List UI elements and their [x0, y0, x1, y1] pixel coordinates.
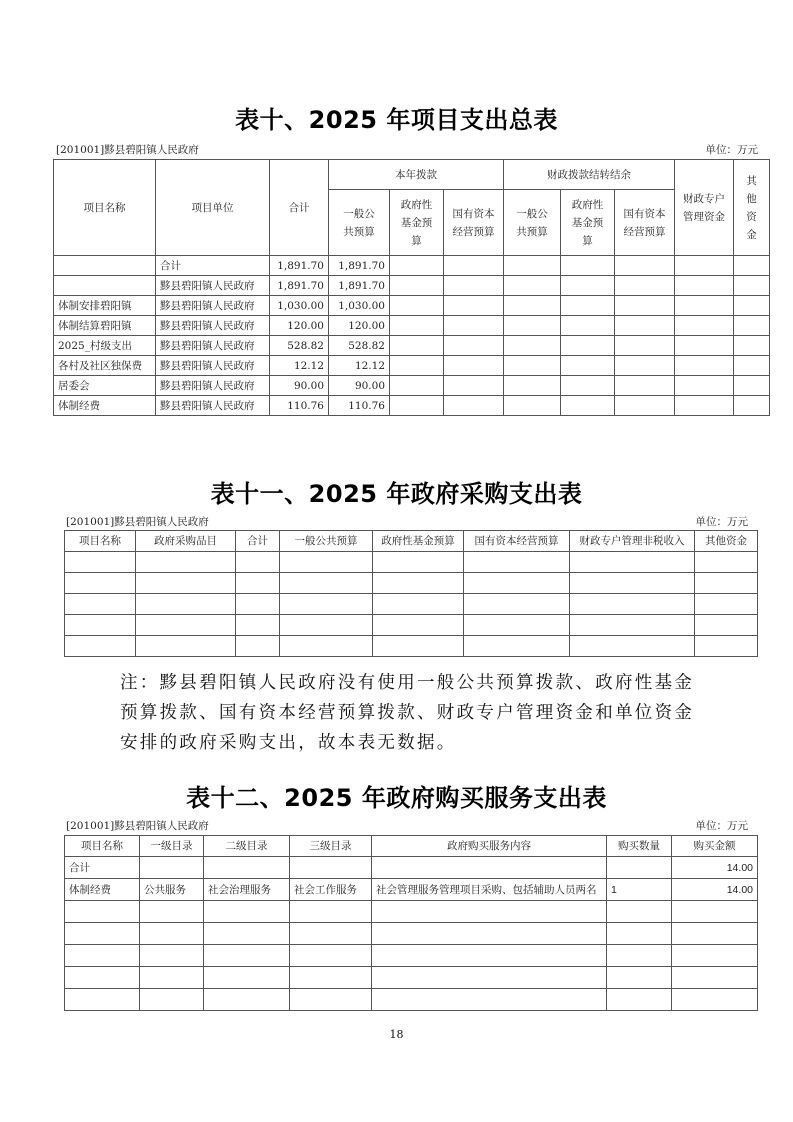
- cell-empty: [675, 356, 734, 376]
- header-general-public: 一般公共预算: [329, 190, 390, 256]
- cell-empty: [390, 336, 444, 356]
- cell-empty: [444, 376, 504, 396]
- cell-empty: [615, 396, 675, 416]
- cell-total: 110.76: [270, 396, 329, 416]
- header-project-unit: 项目单位: [156, 160, 270, 256]
- cell-empty: [615, 296, 675, 316]
- cell-project-unit: 黟县碧阳镇人民政府: [156, 276, 270, 296]
- table-row: [54, 336, 770, 356]
- cell-empty: [372, 989, 607, 1011]
- cell-empty: [607, 945, 672, 967]
- cell-empty: [672, 989, 758, 1011]
- cell-empty: [734, 376, 770, 396]
- cell-empty: [140, 901, 204, 923]
- cell-empty: [373, 636, 464, 657]
- cell-total: 1,030.00: [270, 296, 329, 316]
- column-header: 政府购买服务内容: [372, 836, 607, 857]
- cell-empty: [372, 967, 607, 989]
- table-row: [65, 615, 758, 636]
- cell-empty: [504, 356, 561, 376]
- table-row: [65, 967, 758, 989]
- cell-total: 12.12: [270, 356, 329, 376]
- cell-empty: [204, 945, 290, 967]
- cell-empty: [236, 594, 280, 615]
- cell-empty: [570, 636, 695, 657]
- cell-empty: [136, 615, 236, 636]
- column-header: 国有资本经营预算: [464, 531, 570, 552]
- cell-project-name: [54, 256, 156, 276]
- cell-empty: [444, 316, 504, 336]
- column-header: 购买金额: [672, 836, 758, 857]
- table11-unit: 单位：万元: [695, 516, 748, 528]
- table-row: [54, 296, 770, 316]
- cell-project-name: 体制安排碧阳镇: [54, 296, 156, 316]
- project-expenditure-table: [53, 159, 770, 416]
- header-current-year-group: 本年拨款: [329, 160, 504, 190]
- cell-project-unit: 合计: [156, 256, 270, 276]
- cell-empty: [561, 356, 615, 376]
- cell-level1: [140, 857, 204, 879]
- table-row: [54, 256, 770, 276]
- column-header: 项目名称: [65, 531, 136, 552]
- cell-empty: [734, 276, 770, 296]
- cell-quantity: 1: [607, 879, 672, 901]
- cell-empty: [236, 552, 280, 573]
- cell-general-public: 1,030.00: [329, 296, 390, 316]
- cell-empty: [444, 396, 504, 416]
- cell-empty: [561, 296, 615, 316]
- cell-empty: [140, 923, 204, 945]
- page-number: 18: [389, 1028, 404, 1041]
- cell-project-unit: 黟县碧阳镇人民政府: [156, 336, 270, 356]
- cell-empty: [675, 316, 734, 336]
- cell-general-public: 1,891.70: [329, 256, 390, 276]
- cell-service-content: [372, 857, 607, 879]
- cell-project-name: 体制经费: [65, 879, 140, 901]
- table-row: [65, 857, 758, 879]
- cell-empty: [372, 945, 607, 967]
- table10-unit: 单位：万元: [705, 144, 758, 156]
- cell-project-name: 体制结算碧阳镇: [54, 316, 156, 336]
- cell-empty: [280, 636, 373, 657]
- cell-empty: [65, 552, 136, 573]
- cell-empty: [204, 989, 290, 1011]
- table-row: [54, 376, 770, 396]
- table-row: [65, 879, 758, 901]
- cell-quantity: [607, 857, 672, 879]
- cell-amount: 14.00: [672, 879, 758, 901]
- cell-project-unit: 黟县碧阳镇人民政府: [156, 376, 270, 396]
- cell-empty: [672, 901, 758, 923]
- cell-empty: [615, 376, 675, 396]
- table12-org: [201001]黟县碧阳镇人民政府: [66, 820, 209, 832]
- cell-level2: 社会治理服务: [204, 879, 290, 901]
- cell-project-unit: 黟县碧阳镇人民政府: [156, 356, 270, 376]
- cell-general-public: 90.00: [329, 376, 390, 396]
- cell-empty: [504, 396, 561, 416]
- gov-service-purchase-table: [64, 835, 758, 1011]
- cell-project-unit: 黟县碧阳镇人民政府: [156, 396, 270, 416]
- cell-empty: [236, 573, 280, 594]
- cell-empty: [290, 923, 372, 945]
- cell-empty: [561, 376, 615, 396]
- cell-empty: [607, 989, 672, 1011]
- cell-project-name: 体制经费: [54, 396, 156, 416]
- column-header: 合计: [236, 531, 280, 552]
- cell-empty: [280, 615, 373, 636]
- cell-empty: [65, 636, 136, 657]
- header-carryover-group: 财政拨款结转结余: [504, 160, 675, 190]
- cell-project-name: 居委会: [54, 376, 156, 396]
- cell-empty: [464, 636, 570, 657]
- cell-empty: [607, 901, 672, 923]
- cell-general-public: 110.76: [329, 396, 390, 416]
- header-gov-fund: 政府性基金预算: [390, 190, 444, 256]
- table-row: [65, 923, 758, 945]
- cell-empty: [444, 256, 504, 276]
- cell-empty: [280, 573, 373, 594]
- cell-empty: [372, 901, 607, 923]
- cell-general-public: 12.12: [329, 356, 390, 376]
- cell-empty: [504, 316, 561, 336]
- cell-empty: [570, 573, 695, 594]
- header-carry-gov-fund: 政府性基金预算: [561, 190, 615, 256]
- cell-empty: [615, 276, 675, 296]
- cell-empty: [570, 594, 695, 615]
- cell-empty: [140, 989, 204, 1011]
- cell-empty: [734, 256, 770, 276]
- column-header: 二级目录: [204, 836, 290, 857]
- cell-empty: [675, 336, 734, 356]
- cell-empty: [390, 376, 444, 396]
- cell-general-public: 120.00: [329, 316, 390, 336]
- cell-empty: [204, 967, 290, 989]
- cell-empty: [280, 552, 373, 573]
- cell-service-content: 社会管理服务管理项目采购、包括辅助人员两名: [372, 879, 607, 901]
- table10-title: 表十、2025 年项目支出总表: [235, 106, 558, 134]
- cell-empty: [561, 276, 615, 296]
- table-row: [54, 356, 770, 376]
- cell-empty: [390, 316, 444, 336]
- column-header: 三级目录: [290, 836, 372, 857]
- cell-empty: [65, 615, 136, 636]
- cell-empty: [373, 615, 464, 636]
- cell-empty: [615, 336, 675, 356]
- cell-empty: [464, 573, 570, 594]
- cell-empty: [504, 276, 561, 296]
- cell-empty: [140, 967, 204, 989]
- table-row: [54, 396, 770, 416]
- cell-total: 1,891.70: [270, 276, 329, 296]
- cell-empty: [615, 356, 675, 376]
- cell-empty: [290, 989, 372, 1011]
- cell-empty: [615, 316, 675, 336]
- column-header: 一般公共预算: [280, 531, 373, 552]
- cell-empty: [675, 396, 734, 416]
- cell-empty: [390, 276, 444, 296]
- cell-empty: [373, 594, 464, 615]
- cell-empty: [675, 256, 734, 276]
- cell-general-public: 1,891.70: [329, 276, 390, 296]
- cell-empty: [607, 923, 672, 945]
- cell-empty: [372, 923, 607, 945]
- cell-empty: [65, 594, 136, 615]
- table-row: [65, 945, 758, 967]
- table-row: [65, 552, 758, 573]
- cell-empty: [390, 356, 444, 376]
- cell-empty: [561, 316, 615, 336]
- table-row: [54, 316, 770, 336]
- cell-empty: [561, 396, 615, 416]
- cell-project-name: [54, 276, 156, 296]
- cell-empty: [65, 945, 140, 967]
- cell-empty: [734, 356, 770, 376]
- cell-empty: [390, 296, 444, 316]
- cell-empty: [136, 594, 236, 615]
- cell-empty: [570, 615, 695, 636]
- cell-level2: [204, 857, 290, 879]
- cell-empty: [65, 901, 140, 923]
- procurement-note: 注：黟县碧阳镇人民政府没有使用一般公共预算拨款、政府性基金预算拨款、国有资本经营预算拨款、财政专户管理资金和单位资金安排的政府采购支出，故本表无数据。: [120, 673, 695, 753]
- cell-project-unit: 黟县碧阳镇人民政府: [156, 316, 270, 336]
- cell-empty: [734, 296, 770, 316]
- cell-empty: [734, 336, 770, 356]
- cell-level3: [290, 857, 372, 879]
- cell-empty: [65, 573, 136, 594]
- cell-empty: [607, 967, 672, 989]
- header-carry-state-capital: 国有资本经营预算: [615, 190, 675, 256]
- header-carry-general-public: 一般公共预算: [504, 190, 561, 256]
- cell-empty: [290, 945, 372, 967]
- cell-empty: [561, 256, 615, 276]
- header-special-account: 财政专户管理资金: [675, 160, 734, 256]
- cell-empty: [672, 945, 758, 967]
- column-header: 项目名称: [65, 836, 140, 857]
- table-row: [65, 901, 758, 923]
- cell-empty: [390, 396, 444, 416]
- cell-empty: [675, 376, 734, 396]
- cell-project-name: 2025_村级支出: [54, 336, 156, 356]
- cell-empty: [136, 573, 236, 594]
- gov-procurement-table: [64, 530, 758, 657]
- cell-general-public: 528.82: [329, 336, 390, 356]
- cell-total: 1,891.70: [270, 256, 329, 276]
- table-row: [54, 276, 770, 296]
- table-row: [65, 636, 758, 657]
- table11-title: 表十一、2025 年政府采购支出表: [210, 480, 583, 508]
- cell-empty: [65, 967, 140, 989]
- column-header: 一级目录: [140, 836, 204, 857]
- cell-empty: [675, 276, 734, 296]
- cell-empty: [615, 256, 675, 276]
- cell-empty: [695, 594, 758, 615]
- cell-empty: [570, 552, 695, 573]
- cell-empty: [695, 615, 758, 636]
- cell-empty: [695, 636, 758, 657]
- cell-empty: [444, 276, 504, 296]
- cell-empty: [136, 552, 236, 573]
- cell-project-name: 合计: [65, 857, 140, 879]
- header-total: 合计: [270, 160, 329, 256]
- cell-empty: [390, 256, 444, 276]
- cell-empty: [504, 376, 561, 396]
- cell-empty: [290, 901, 372, 923]
- cell-project-name: 各村及社区独保费: [54, 356, 156, 376]
- cell-total: 90.00: [270, 376, 329, 396]
- cell-empty: [672, 967, 758, 989]
- column-header: 其他资金: [695, 531, 758, 552]
- cell-total: 120.00: [270, 316, 329, 336]
- cell-empty: [504, 336, 561, 356]
- cell-empty: [504, 256, 561, 276]
- cell-empty: [373, 552, 464, 573]
- cell-empty: [672, 923, 758, 945]
- cell-empty: [504, 296, 561, 316]
- cell-empty: [444, 356, 504, 376]
- header-project-name: 项目名称: [54, 160, 156, 256]
- cell-empty: [444, 336, 504, 356]
- column-header: 购买数量: [607, 836, 672, 857]
- cell-empty: [236, 615, 280, 636]
- cell-empty: [695, 552, 758, 573]
- cell-amount: 14.00: [672, 857, 758, 879]
- cell-empty: [444, 296, 504, 316]
- table12-title: 表十二、2025 年政府购买服务支出表: [186, 784, 607, 812]
- cell-empty: [65, 923, 140, 945]
- cell-empty: [373, 573, 464, 594]
- cell-empty: [65, 989, 140, 1011]
- cell-empty: [140, 945, 204, 967]
- cell-project-unit: 黟县碧阳镇人民政府: [156, 296, 270, 316]
- cell-empty: [675, 296, 734, 316]
- table10-org: [201001]黟县碧阳镇人民政府: [56, 144, 199, 156]
- cell-level1: 公共服务: [140, 879, 204, 901]
- cell-empty: [695, 573, 758, 594]
- cell-empty: [464, 552, 570, 573]
- table-row: [65, 989, 758, 1011]
- column-header: 政府性基金预算: [373, 531, 464, 552]
- header-state-capital: 国有资本经营预算: [444, 190, 504, 256]
- cell-empty: [464, 594, 570, 615]
- cell-empty: [236, 636, 280, 657]
- cell-level3: 社会工作服务: [290, 879, 372, 901]
- cell-empty: [734, 316, 770, 336]
- cell-empty: [136, 636, 236, 657]
- table-row: [65, 573, 758, 594]
- cell-empty: [204, 901, 290, 923]
- cell-empty: [734, 396, 770, 416]
- cell-empty: [290, 967, 372, 989]
- header-other-funds: 其他资金: [734, 160, 770, 256]
- cell-empty: [464, 615, 570, 636]
- cell-total: 528.82: [270, 336, 329, 356]
- table-row: [65, 594, 758, 615]
- column-header: 政府采购品目: [136, 531, 236, 552]
- column-header: 财政专户管理非税收入: [570, 531, 695, 552]
- cell-empty: [561, 336, 615, 356]
- cell-empty: [204, 923, 290, 945]
- table12-unit: 单位：万元: [695, 820, 748, 832]
- table11-org: [201001]黟县碧阳镇人民政府: [66, 516, 209, 528]
- cell-empty: [280, 594, 373, 615]
